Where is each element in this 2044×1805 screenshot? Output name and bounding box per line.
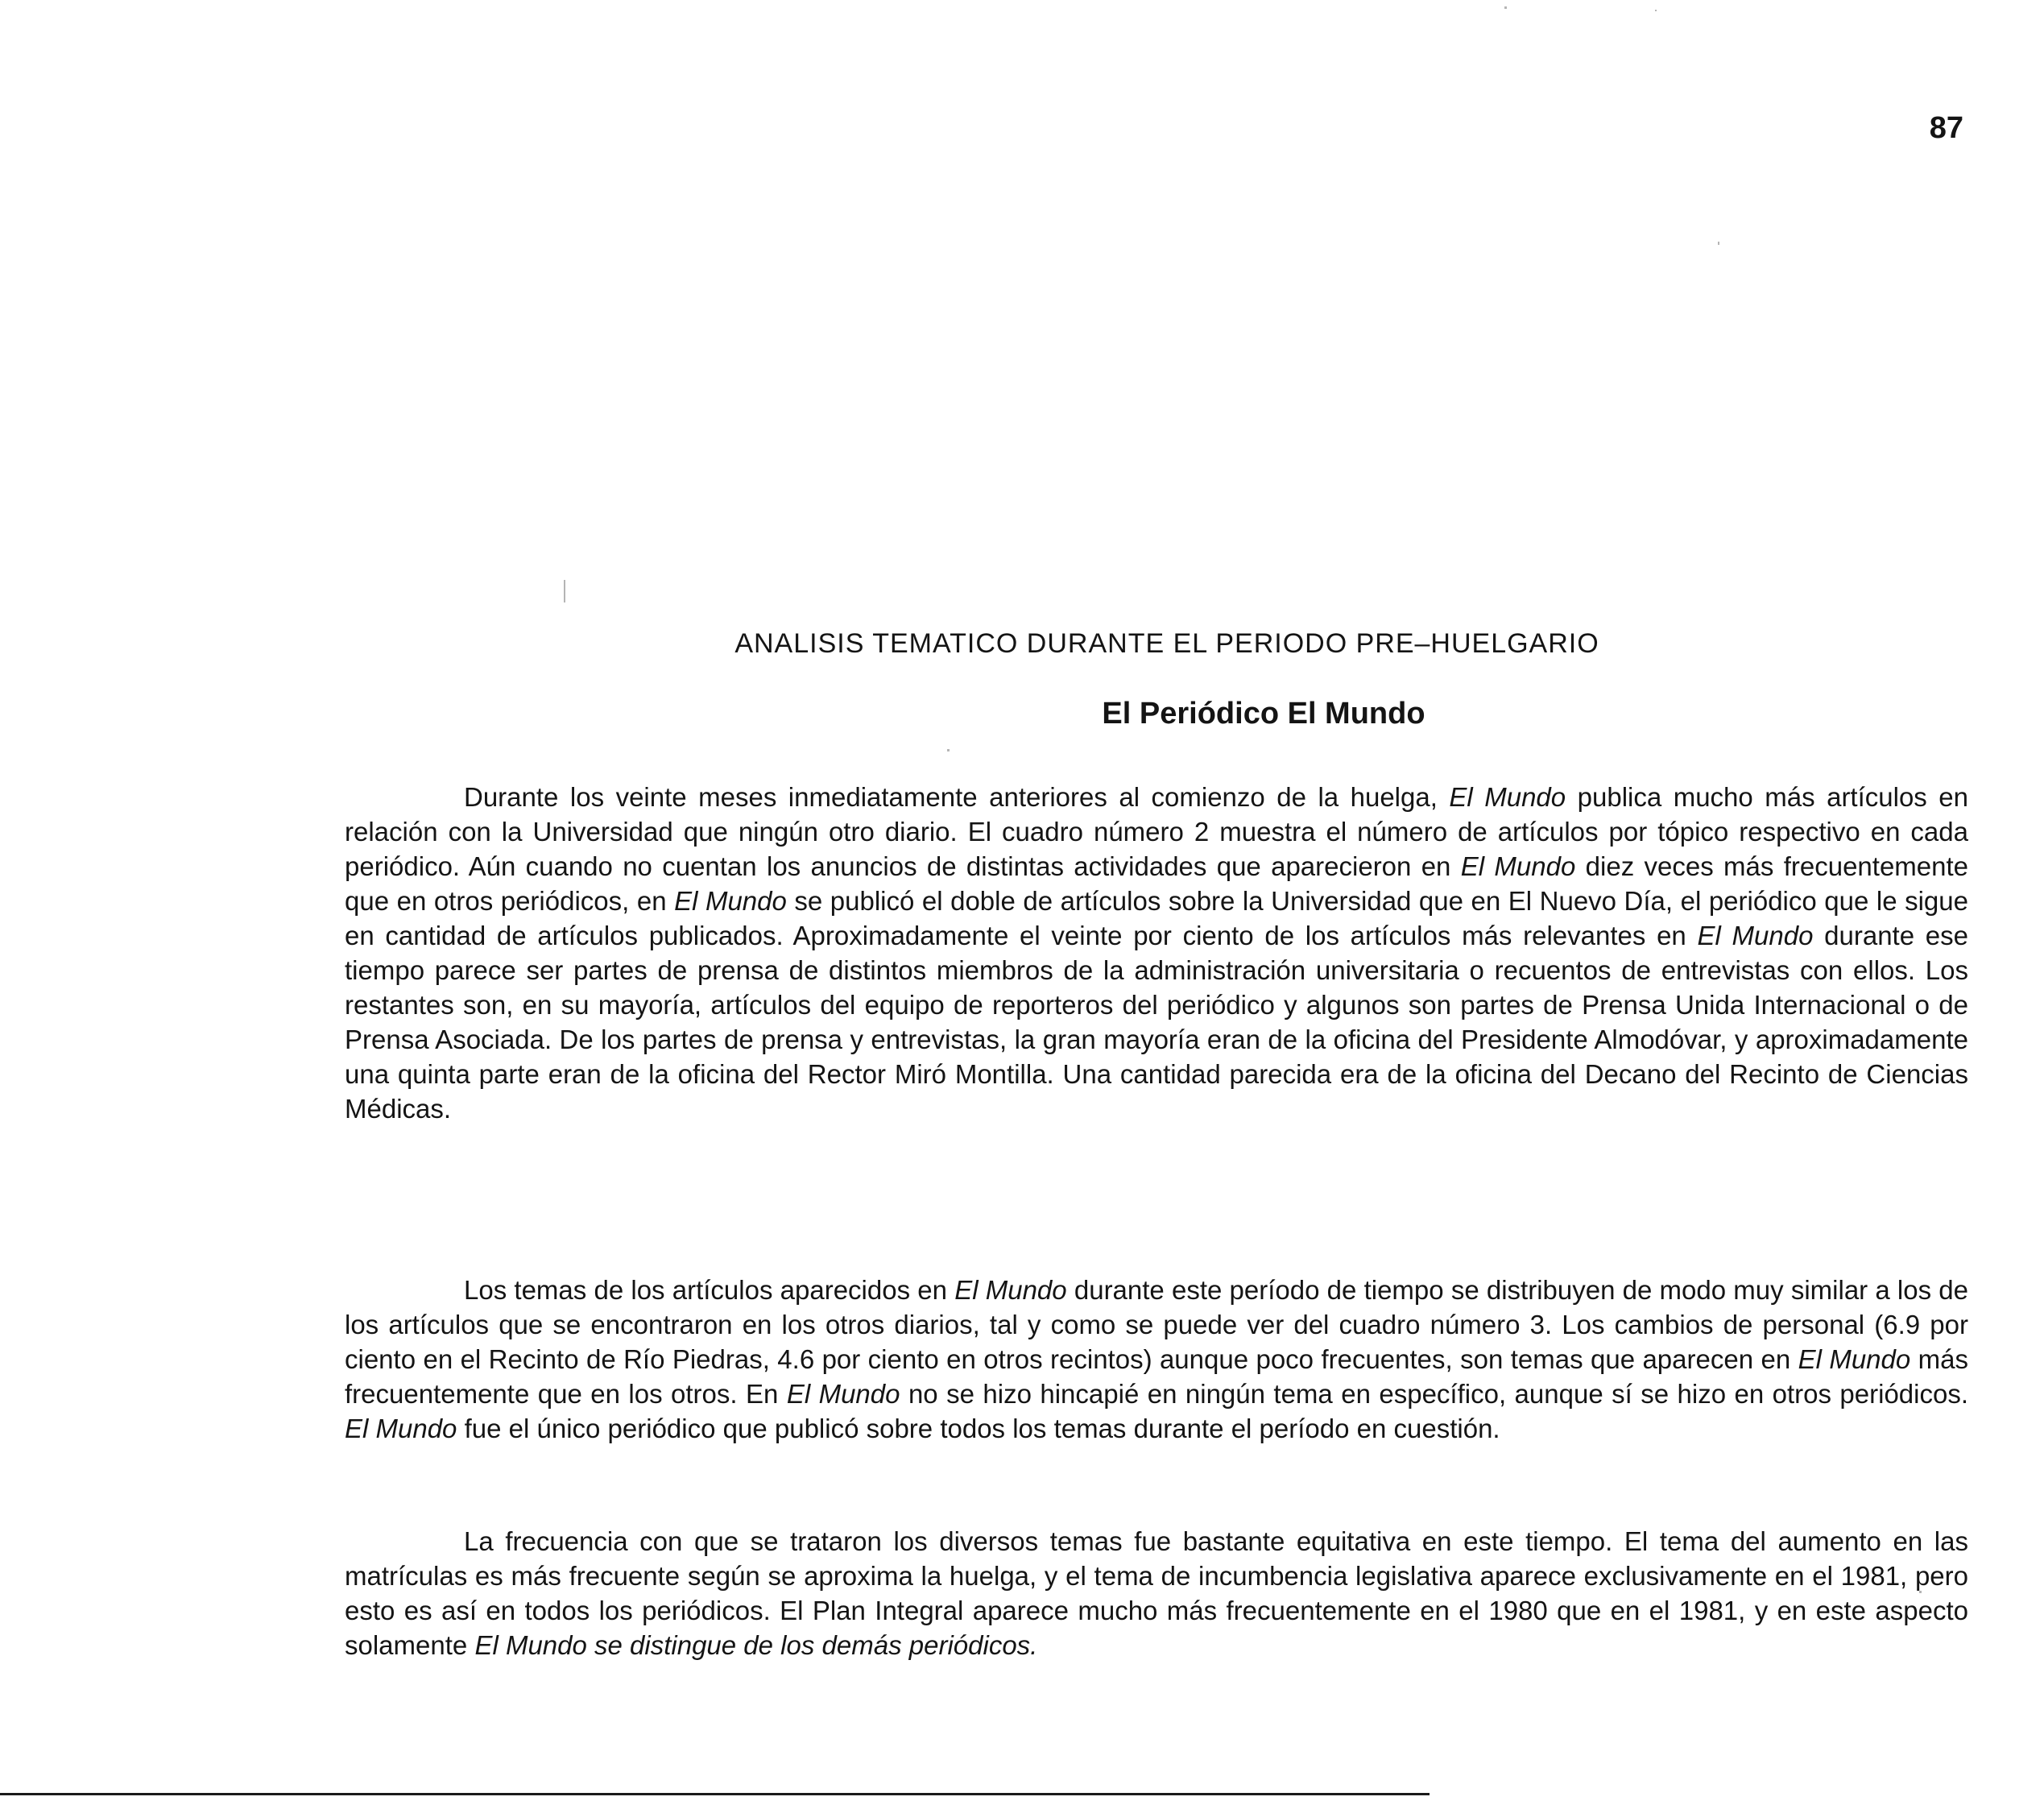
scan-speck [564,580,565,602]
newspaper-name: El Mundo [1798,1344,1911,1374]
page-number: 87 [1929,111,1963,145]
paragraph-3 [345,1524,1968,1662]
text-run: fue el único periódico que publicó sobre todos los temas durante el período en cuestión. [464,1414,1500,1443]
text-run: durante este período de tiempo se distribuyen de modo muy similar a los de los artículos que se encontraron en los otros diarios, tal y como se puede ver del cuadro número 3. Los cambios de personal (6.9 por ciento en el Recinto de Río Piedras, 4.6 por ciento en otros recintos) aunque poco frecuentes, son temas que aparecen en [345,1275,1968,1374]
paragraph-2 [345,1273,1968,1446]
text-run: publica mucho más artículos en relación con la Universidad que ningún otro diario. El cuadro número 2 muestra el número de artículos por tópico respectivo en cada periódico. Aún cuando no cuentan los anuncios de distintas actividades que aparecieron en [345,782,1969,881]
text-run: diez veces más frecuentemente que en otros periódicos, en [345,851,1969,916]
text-run: Durante los veinte meses inmediatamente anteriores al comienzo de la huelga, [464,782,1438,812]
newspaper-name: El Mundo [345,1414,457,1443]
text-run: durante ese tiempo parece ser partes de prensa de distintos miembros de la administración universitaria o recuentos de entrevistas con ellos. Los restantes son, en su mayoría, artículos del equipo de reporteros del periódico y algunos son partes de Prensa Unida Internacional o de Prensa Asociada. De los partes de prensa y entrevistas, la gran mayoría eran de la oficina del Presidente Almodóvar, y aproximadamente una quinta parte eran de la oficina del Rector Miró Montilla. Una cantidad parecida era de la oficina del Decano del Recinto de Ciencias Médicas. [345,921,1968,1124]
newspaper-name: El Mundo [1697,921,1814,950]
paragraph-1 [345,780,1968,1126]
text-run: Los temas de los artículos aparecidos en [464,1275,947,1305]
newspaper-name: El Mundo [1449,782,1566,812]
scan-speck [1919,1591,1922,1593]
text-run: no se hizo hincapié en ningún tema en específico, aunque sí se hizo en otros periódicos. [908,1379,1969,1409]
newspaper-name: El Mundo [674,886,787,916]
scan-speck [1655,10,1657,11]
text-run: La frecuencia con que se trataron los diversos temas fue bastante equitativa en este tiempo. El tema del aumento en las matrículas es más frecuente según se aproxima la huelga, y el tema de incumbencia legislativa aparece exclusivamente en el 1981, pero esto es así en todos los periódicos. El Plan Integral aparece mucho más frecuentemente en el 1980 que en el 1981, y en este aspecto solamente [345,1526,1968,1660]
newspaper-name: El Mundo [1460,851,1576,881]
scan-speck [1718,242,1719,245]
text-run: se publicó el doble de artículos sobre la Universidad que en El Nuevo Día, el periódico que le sigue en cantidad de artículos publicados. Aproximadamente el veinte por ciento de los artículos más relevantes en [345,886,1968,950]
emphasized-text: El Mundo se distingue de los demás periódicos. [474,1630,1038,1660]
newspaper-name: El Mundo [954,1275,1067,1305]
scan-speck [1504,6,1507,9]
subsection-heading: El Periódico El Mundo [1102,697,1425,731]
newspaper-name: El Mundo [786,1379,900,1409]
text-run: más frecuentemente que en los otros. En [345,1344,1968,1409]
bottom-rule [0,1793,1430,1795]
scan-speck [947,749,950,751]
section-heading: ANALISIS TEMATICO DURANTE EL PERIODO PRE–HUELGARIO [734,628,1599,659]
